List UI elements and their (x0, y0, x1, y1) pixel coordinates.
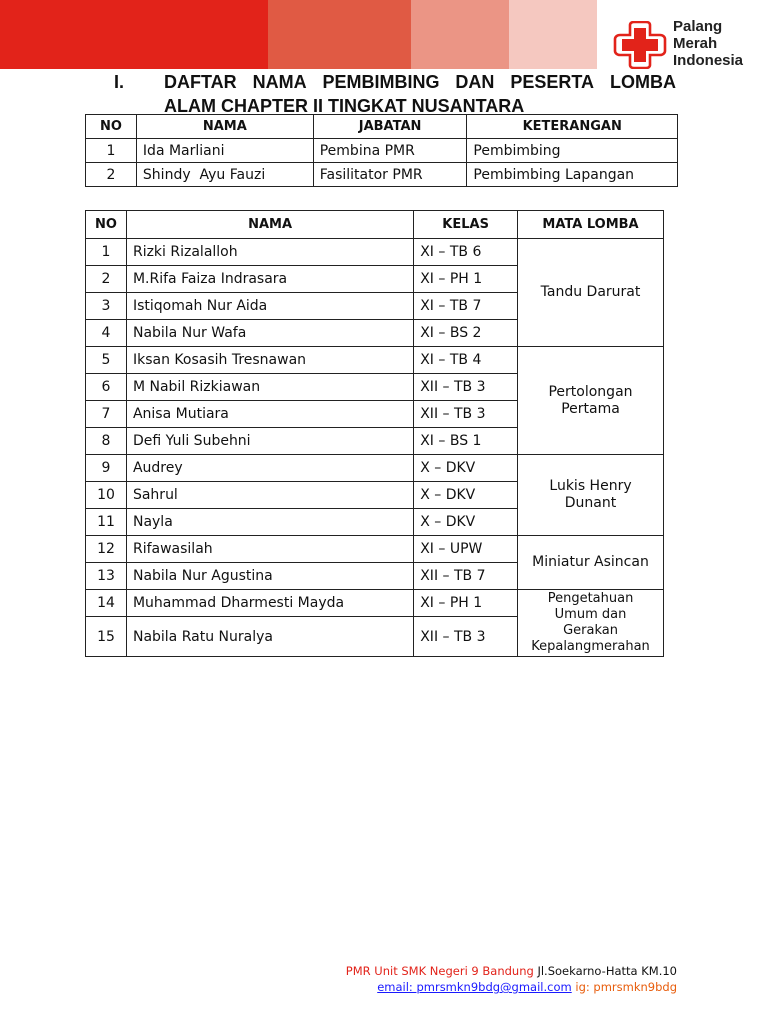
heading-word: PESERTA (510, 72, 595, 92)
cell-mata-lomba (518, 590, 664, 657)
header-band-4 (509, 0, 597, 69)
mata-lomba-line: Pertolongan (548, 383, 633, 400)
red-cross-icon (612, 21, 668, 69)
header-band-1 (0, 0, 268, 69)
table-row (86, 239, 664, 266)
cell-kelas: XII – TB 3 (414, 401, 518, 428)
heading-word: LOMBA (609, 72, 676, 92)
cell-nama: Audrey (126, 455, 413, 482)
table-row (86, 163, 678, 187)
footer-email-link[interactable]: email: pmrsmkn9bdg@gmail.com (377, 980, 572, 994)
cell-no: 4 (86, 320, 127, 347)
cell-jabatan: Fasilitator PMR (313, 163, 467, 187)
mata-lomba-line: Tandu Darurat (540, 284, 641, 300)
mata-lomba-line: Kepalangmerahan (531, 639, 650, 654)
mata-lomba-line: Pertama (561, 400, 620, 417)
mata-lomba-line: Pengetahuan (547, 591, 634, 606)
mata-lomba-line: Dunant (564, 495, 617, 511)
column-header: NO (86, 211, 127, 239)
cell-mata-lomba (518, 347, 664, 455)
logo-line: Palang (673, 18, 723, 35)
cell-no: 6 (86, 374, 127, 401)
cell-no: 1 (86, 239, 127, 266)
cell-no: 12 (86, 536, 127, 563)
cell-nama: M.Rifa Faiza Indrasara (126, 266, 413, 293)
cell-nama: M Nabil Rizkiawan (126, 374, 413, 401)
cell-no: 1 (86, 139, 137, 163)
cell-nama: Istiqomah Nur Aida (126, 293, 413, 320)
table-header-row (86, 115, 678, 139)
heading-word: PEMBIMBING (322, 72, 440, 92)
cell-nama: Rifawasilah (126, 536, 413, 563)
cell-mata-lomba (518, 455, 664, 536)
footer-line-2 (346, 979, 677, 995)
cell-kelas: X – DKV (414, 455, 518, 482)
cell-nama: Muhammad Dharmesti Mayda (126, 590, 413, 617)
mata-lomba-line: Lukis Henry (549, 478, 632, 494)
cell-nama: Iksan Kosasih Tresnawan (126, 347, 413, 374)
mata-lomba-line: Miniatur Asincan (532, 554, 649, 570)
cell-kelas: XII – TB 3 (414, 374, 518, 401)
column-header: NO (86, 115, 137, 139)
cell-nama: Nayla (126, 509, 413, 536)
table-row (86, 455, 664, 482)
cell-kelas: XII – TB 7 (414, 563, 518, 590)
cell-kelas: XI – BS 1 (414, 428, 518, 455)
logo-line: Merah (673, 35, 718, 52)
cell-jabatan: Pembina PMR (313, 139, 467, 163)
logo-line: Indonesia (673, 52, 744, 69)
cell-no: 9 (86, 455, 127, 482)
heading-line-1 (164, 70, 676, 94)
cell-no: 2 (86, 163, 137, 187)
cell-nama: Nabila Nur Wafa (126, 320, 413, 347)
cell-kelas: XI – BS 2 (414, 320, 518, 347)
cell-kelas: XI – TB 6 (414, 239, 518, 266)
table-row (86, 536, 664, 563)
cell-nama: Defi Yuli Subehni (126, 428, 413, 455)
cell-kelas: X – DKV (414, 482, 518, 509)
cell-kelas: X – DKV (414, 509, 518, 536)
cell-nama: Nabila Ratu Nuralya (126, 617, 413, 657)
column-header: JABATAN (313, 115, 467, 139)
section-number: I. (114, 72, 125, 92)
footer-line-1 (346, 963, 677, 979)
cell-nama: Anisa Mutiara (126, 401, 413, 428)
cell-no: 3 (86, 293, 127, 320)
cell-nama: Sahrul (126, 482, 413, 509)
cell-keterangan: Pembimbing (467, 139, 678, 163)
cell-kelas: XI – PH 1 (414, 266, 518, 293)
cell-nama: Shindy Ayu Fauzi (136, 163, 313, 187)
cell-no: 11 (86, 509, 127, 536)
cell-no: 2 (86, 266, 127, 293)
page-footer (346, 963, 677, 995)
mata-lomba-line: Umum dan (554, 607, 627, 622)
column-header: NAMA (126, 211, 413, 239)
column-header: MATA LOMBA (518, 211, 664, 239)
peserta-table (85, 210, 664, 657)
table-header-row (86, 211, 664, 239)
heading-line-2: ALAM CHAPTER II TINGKAT NUSANTARA (164, 96, 525, 116)
heading-word: DAFTAR (164, 72, 237, 92)
pmi-logo (612, 18, 762, 74)
cell-no: 13 (86, 563, 127, 590)
cell-no: 5 (86, 347, 127, 374)
cell-no: 10 (86, 482, 127, 509)
footer-org: PMR Unit SMK Negeri 9 Bandung (345, 964, 534, 978)
pembimbing-table (85, 114, 678, 187)
cell-kelas: XI – PH 1 (414, 590, 518, 617)
header-band-3 (411, 0, 509, 69)
logo-text (673, 18, 743, 69)
header-band-2 (268, 0, 411, 69)
cell-kelas: XI – TB 7 (414, 293, 518, 320)
cell-no: 15 (86, 617, 127, 657)
column-header: NAMA (136, 115, 313, 139)
cell-kelas: XII – TB 3 (414, 617, 518, 657)
footer-address: Jl.Soekarno-Hatta KM.10 (533, 964, 677, 978)
cell-no: 7 (86, 401, 127, 428)
table-row (86, 347, 664, 374)
mata-lomba-line: Gerakan (563, 623, 618, 638)
column-header: KETERANGAN (467, 115, 678, 139)
table-row (86, 590, 664, 617)
heading-word: NAMA (252, 72, 307, 92)
cell-keterangan: Pembimbing Lapangan (467, 163, 678, 187)
cell-no: 8 (86, 428, 127, 455)
cell-nama: Rizki Rizalalloh (126, 239, 413, 266)
cell-mata-lomba (518, 239, 664, 347)
cell-kelas: XI – TB 4 (414, 347, 518, 374)
column-header: KELAS (414, 211, 518, 239)
cell-nama: Ida Marliani (136, 139, 313, 163)
cell-nama: Nabila Nur Agustina (126, 563, 413, 590)
cell-mata-lomba (518, 536, 664, 590)
footer-instagram: ig: pmrsmkn9bdg (571, 980, 677, 994)
table-row (86, 139, 678, 163)
cell-no: 14 (86, 590, 127, 617)
heading-word: DAN (455, 72, 495, 92)
cell-kelas: XI – UPW (414, 536, 518, 563)
